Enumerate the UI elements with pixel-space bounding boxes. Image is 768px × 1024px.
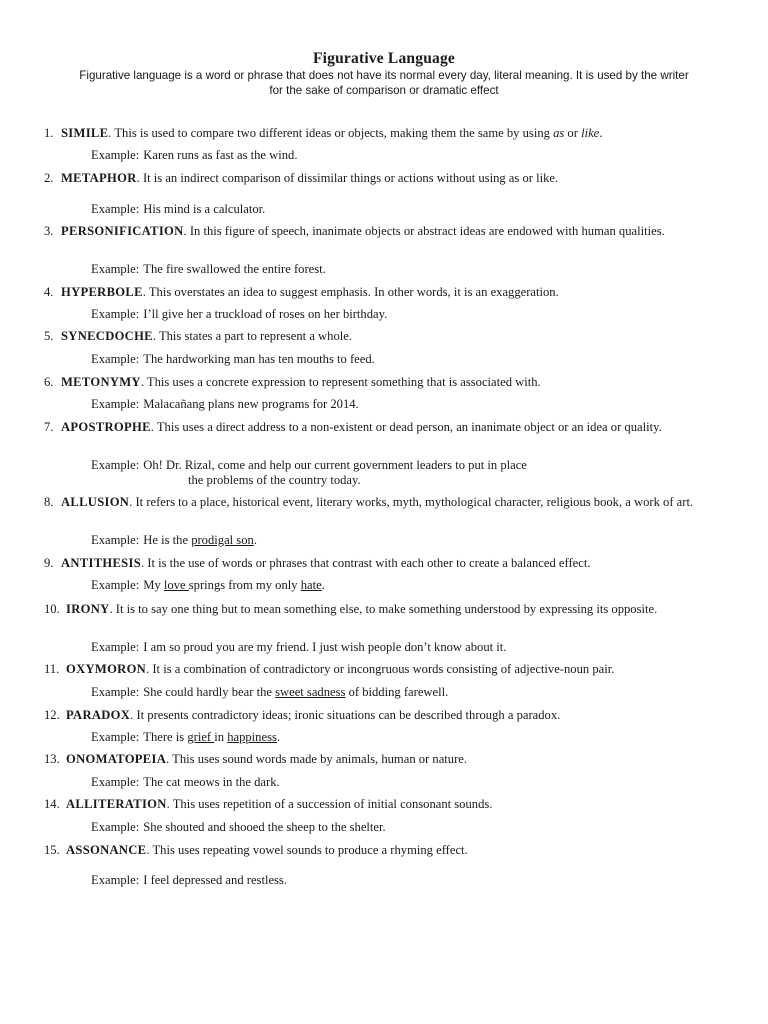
entry-hyperbole [44,285,722,300]
example-label: Example: [91,458,140,472]
entry-number: 8. [44,495,54,509]
entry-number: 3. [44,224,54,238]
example-underlined-text: prodigal son [191,533,254,547]
example-antithesis [91,578,711,593]
example-hyperbole [91,307,711,322]
example-label: Example: [91,820,140,834]
example-oxymoron [91,685,711,700]
example-irony [91,640,711,655]
example-metonymy [91,397,711,412]
entry-number: 15. [44,843,60,857]
entry-antithesis [44,556,722,571]
example-label: Example: [91,873,140,887]
entry-term: METAPHOR [61,171,137,185]
entry-definition: . It is an indirect comparison of dissimilar things or actions without using as or like. [136,171,559,185]
entry-number: 2. [44,171,54,185]
entry-apostrophe [44,420,722,435]
subtitle-line-1: Figurative language is a word or phrase that does not have its normal every day, literal meaning. It is used by the writer [79,69,689,82]
entry-definition: . This uses repetition of a succession of initial consonant sounds. [166,797,493,811]
example-text: Karen runs as fast as the wind. [143,148,298,162]
example-underlined-text: sweet sadness [275,685,346,699]
example-metaphor [91,202,711,217]
entry-personification [44,224,722,239]
entry-definition: . This uses a concrete expression to represent something that is associated with. [140,375,541,389]
example-assonance [91,873,711,888]
example-underlined-text: love [163,578,189,592]
example-text: . [253,533,257,547]
example-text: I am so proud you are my friend. I just wish people don’t know about it. [143,640,507,654]
entry-definition: . This overstates an idea to suggest emphasis. In other words, it is an exaggeration. [142,285,559,299]
example-synecdoche [91,352,711,367]
example-underlined-text: happiness [227,730,277,744]
document-title: Figurative Language [312,50,455,67]
example-label: Example: [91,397,140,411]
entry-definition: . This uses sound words made by animals, human or nature. [166,752,468,766]
entry-number: 14. [44,797,60,811]
entry-term: ALLITERATION [66,797,167,811]
document-subtitle [40,68,728,98]
entry-paradox [44,708,722,723]
entry-term: PERSONIFICATION [61,224,184,238]
example-text: in [214,730,228,744]
entry-metaphor [44,171,722,186]
example-label: Example: [91,578,140,592]
example-label: Example: [91,262,140,276]
example-label: Example: [91,352,140,366]
entry-number: 6. [44,375,54,389]
example-alliteration [91,820,711,835]
example-apostrophe [91,458,711,488]
entry-number: 10. [44,602,60,616]
example-text: of bidding farewell. [345,685,449,699]
entry-term: OXYMORON [66,662,147,676]
example-text: He is the [143,533,192,547]
entry-term: ANTITHESIS [61,556,141,570]
entry-oxymoron [44,662,722,677]
entry-allusion [44,495,722,510]
entry-term: HYPERBOLE [61,285,143,299]
entry-term: ONOMATOPEIA [66,752,167,766]
entry-definition: . This is used to compare two different ideas or objects, making them the same by using [108,126,554,140]
subtitle-line-2: for the sake of comparison or dramatic effect [269,84,499,97]
example-label: Example: [91,148,140,162]
example-label: Example: [91,640,140,654]
entry-number: 13. [44,752,60,766]
example-paradox [91,730,711,745]
entry-metonymy [44,375,722,390]
entry-definition: . In this figure of speech, inanimate objects or abstract ideas are endowed with human qualities. [183,224,665,238]
example-text: The cat meows in the dark. [143,775,280,789]
example-underlined-text: hate [300,578,322,592]
example-text: She shouted and shooed the sheep to the shelter. [143,820,386,834]
example-underlined-text: grief [187,730,215,744]
entry-number: 12. [44,708,60,722]
entry-definition-italic: like [581,126,600,140]
entry-number: 9. [44,556,54,570]
entry-assonance [44,843,722,858]
example-onomatopeia [91,775,711,790]
example-text: His mind is a calculator. [143,202,266,216]
example-text: . [321,578,325,592]
example-text: I’ll give her a truckload of roses on her birthday. [143,307,388,321]
entry-definition: . It presents contradictory ideas; ironic situations can be described through a paradox. [130,708,561,722]
entry-irony [44,602,722,617]
entry-term: ALLUSION [61,495,130,509]
example-text: . [276,730,281,744]
entry-number: 7. [44,420,54,434]
entry-definition: . This uses a direct address to a non-existent or dead person, an inanimate object or an idea or quality. [150,420,662,434]
example-text: The hardworking man has ten mouths to feed. [143,352,375,366]
entry-onomatopeia [44,752,722,767]
entry-term: METONYMY [61,375,141,389]
entry-definition: . [599,126,603,140]
entry-definition: . It is a combination of contradictory or incongruous words consisting of adjective-noun pair. [146,662,615,676]
entry-term: ASSONANCE [66,843,147,857]
entry-number: 5. [44,329,54,343]
example-label: Example: [91,533,140,547]
example-label: Example: [91,685,140,699]
entry-alliteration [44,797,722,812]
entry-synecdoche [44,329,722,344]
example-label: Example: [91,202,140,216]
example-text: I feel depressed and restless. [143,873,287,887]
entry-definition: . It is the use of words or phrases that contrast with each other to create a balanced effect. [141,556,591,570]
entry-term: IRONY [66,602,110,616]
example-text: Malacañang plans new programs for 2014. [143,397,359,411]
example-simile [91,148,711,163]
entry-term: SIMILE [61,126,109,140]
example-allusion [91,533,711,548]
entry-definition: . It refers to a place, historical event, literary works, myth, mythological character, religious book, a work of art. [129,495,694,509]
entry-definition-italic: as [553,126,565,140]
example-text: She could hardly bear the [143,685,276,699]
entry-term: APOSTROPHE [61,420,151,434]
example-text: My [143,578,164,592]
entry-definition: or [564,126,582,140]
entry-number: 4. [44,285,54,299]
example-label: Example: [91,775,140,789]
example-text: Oh! Dr. Rizal, come and help our current government leaders to put in place [143,458,527,472]
entry-definition: . This states a part to represent a whole. [152,329,352,343]
example-text: springs from my only [188,578,301,592]
example-text: There is [143,730,188,744]
entry-definition: . This uses repeating vowel sounds to produce a rhyming effect. [146,843,468,857]
entry-number: 1. [44,126,54,140]
example-text: The fire swallowed the entire forest. [143,262,326,276]
entry-term: PARADOX [66,708,131,722]
example-personification [91,262,711,277]
entry-simile [44,126,722,141]
example-text-continued: the problems of the country today. [188,473,361,487]
example-label: Example: [91,730,140,744]
entry-definition: . It is to say one thing but to mean something else, to make something understood by expressing its opposite. [109,602,658,616]
entry-number: 11. [44,662,60,676]
example-label: Example: [91,307,140,321]
entry-term: SYNECDOCHE [61,329,153,343]
